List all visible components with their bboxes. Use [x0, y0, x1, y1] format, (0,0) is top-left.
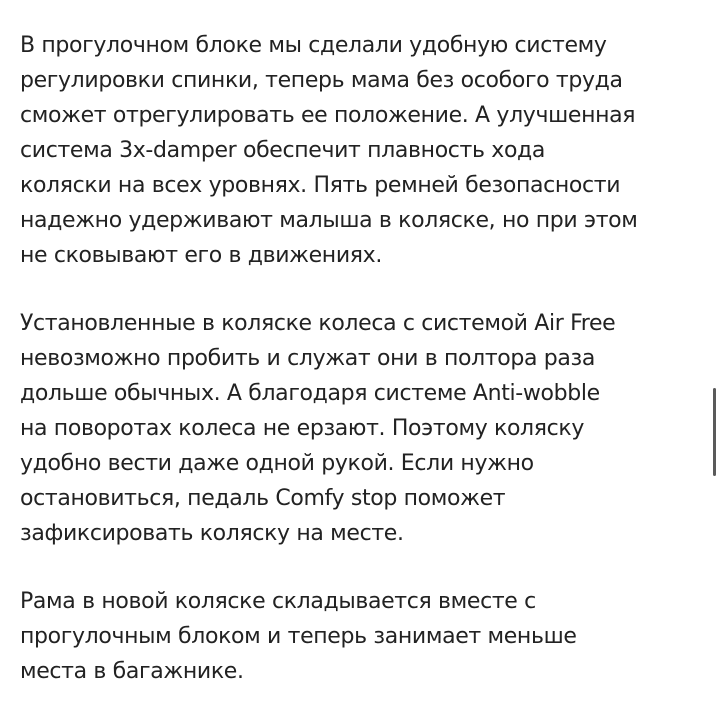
text-line: на поворотах колеса не ерзают. Поэтому коляску — [20, 416, 584, 441]
text-line: удобно вести даже одной рукой. Если нужно — [20, 451, 534, 476]
paragraph-wheels — [20, 306, 710, 551]
text-line: сможет отрегулировать ее положение. А улучшенная — [20, 103, 636, 128]
text-line: остановиться, педаль Comfy stop поможет — [20, 486, 506, 511]
text-line: невозможно пробить и служат они в полтора раза — [20, 346, 596, 371]
text-line: В прогулочном блоке мы сделали удобную систему — [20, 33, 607, 58]
text-line: надежно удерживают малыша в коляске, но при этом — [20, 208, 638, 233]
scrollbar-thumb[interactable] — [713, 388, 716, 476]
text-line: не сковывают его в движениях. — [20, 243, 382, 268]
text-line: зафиксировать коляску на месте. — [20, 521, 404, 546]
text-line: система 3x-damper обеспечит плавность хода — [20, 138, 546, 163]
text-line: места в багажнике. — [20, 659, 244, 684]
text-line: дольше обычных. А благодаря системе Anti-wobble — [20, 381, 600, 406]
text-line: коляски на всех уровнях. Пять ремней безопасности — [20, 173, 621, 198]
article-body — [20, 28, 710, 722]
paragraph-stroller-seat — [20, 28, 710, 273]
text-line: Рама в новой коляске складывается вместе с — [20, 589, 536, 614]
text-line: Установленные в коляске колеса с системой Air Free — [20, 311, 616, 336]
paragraph-frame — [20, 584, 710, 689]
text-line: прогулочным блоком и теперь занимает меньше — [20, 624, 577, 649]
text-line: регулировки спинки, теперь мама без особого труда — [20, 68, 623, 93]
